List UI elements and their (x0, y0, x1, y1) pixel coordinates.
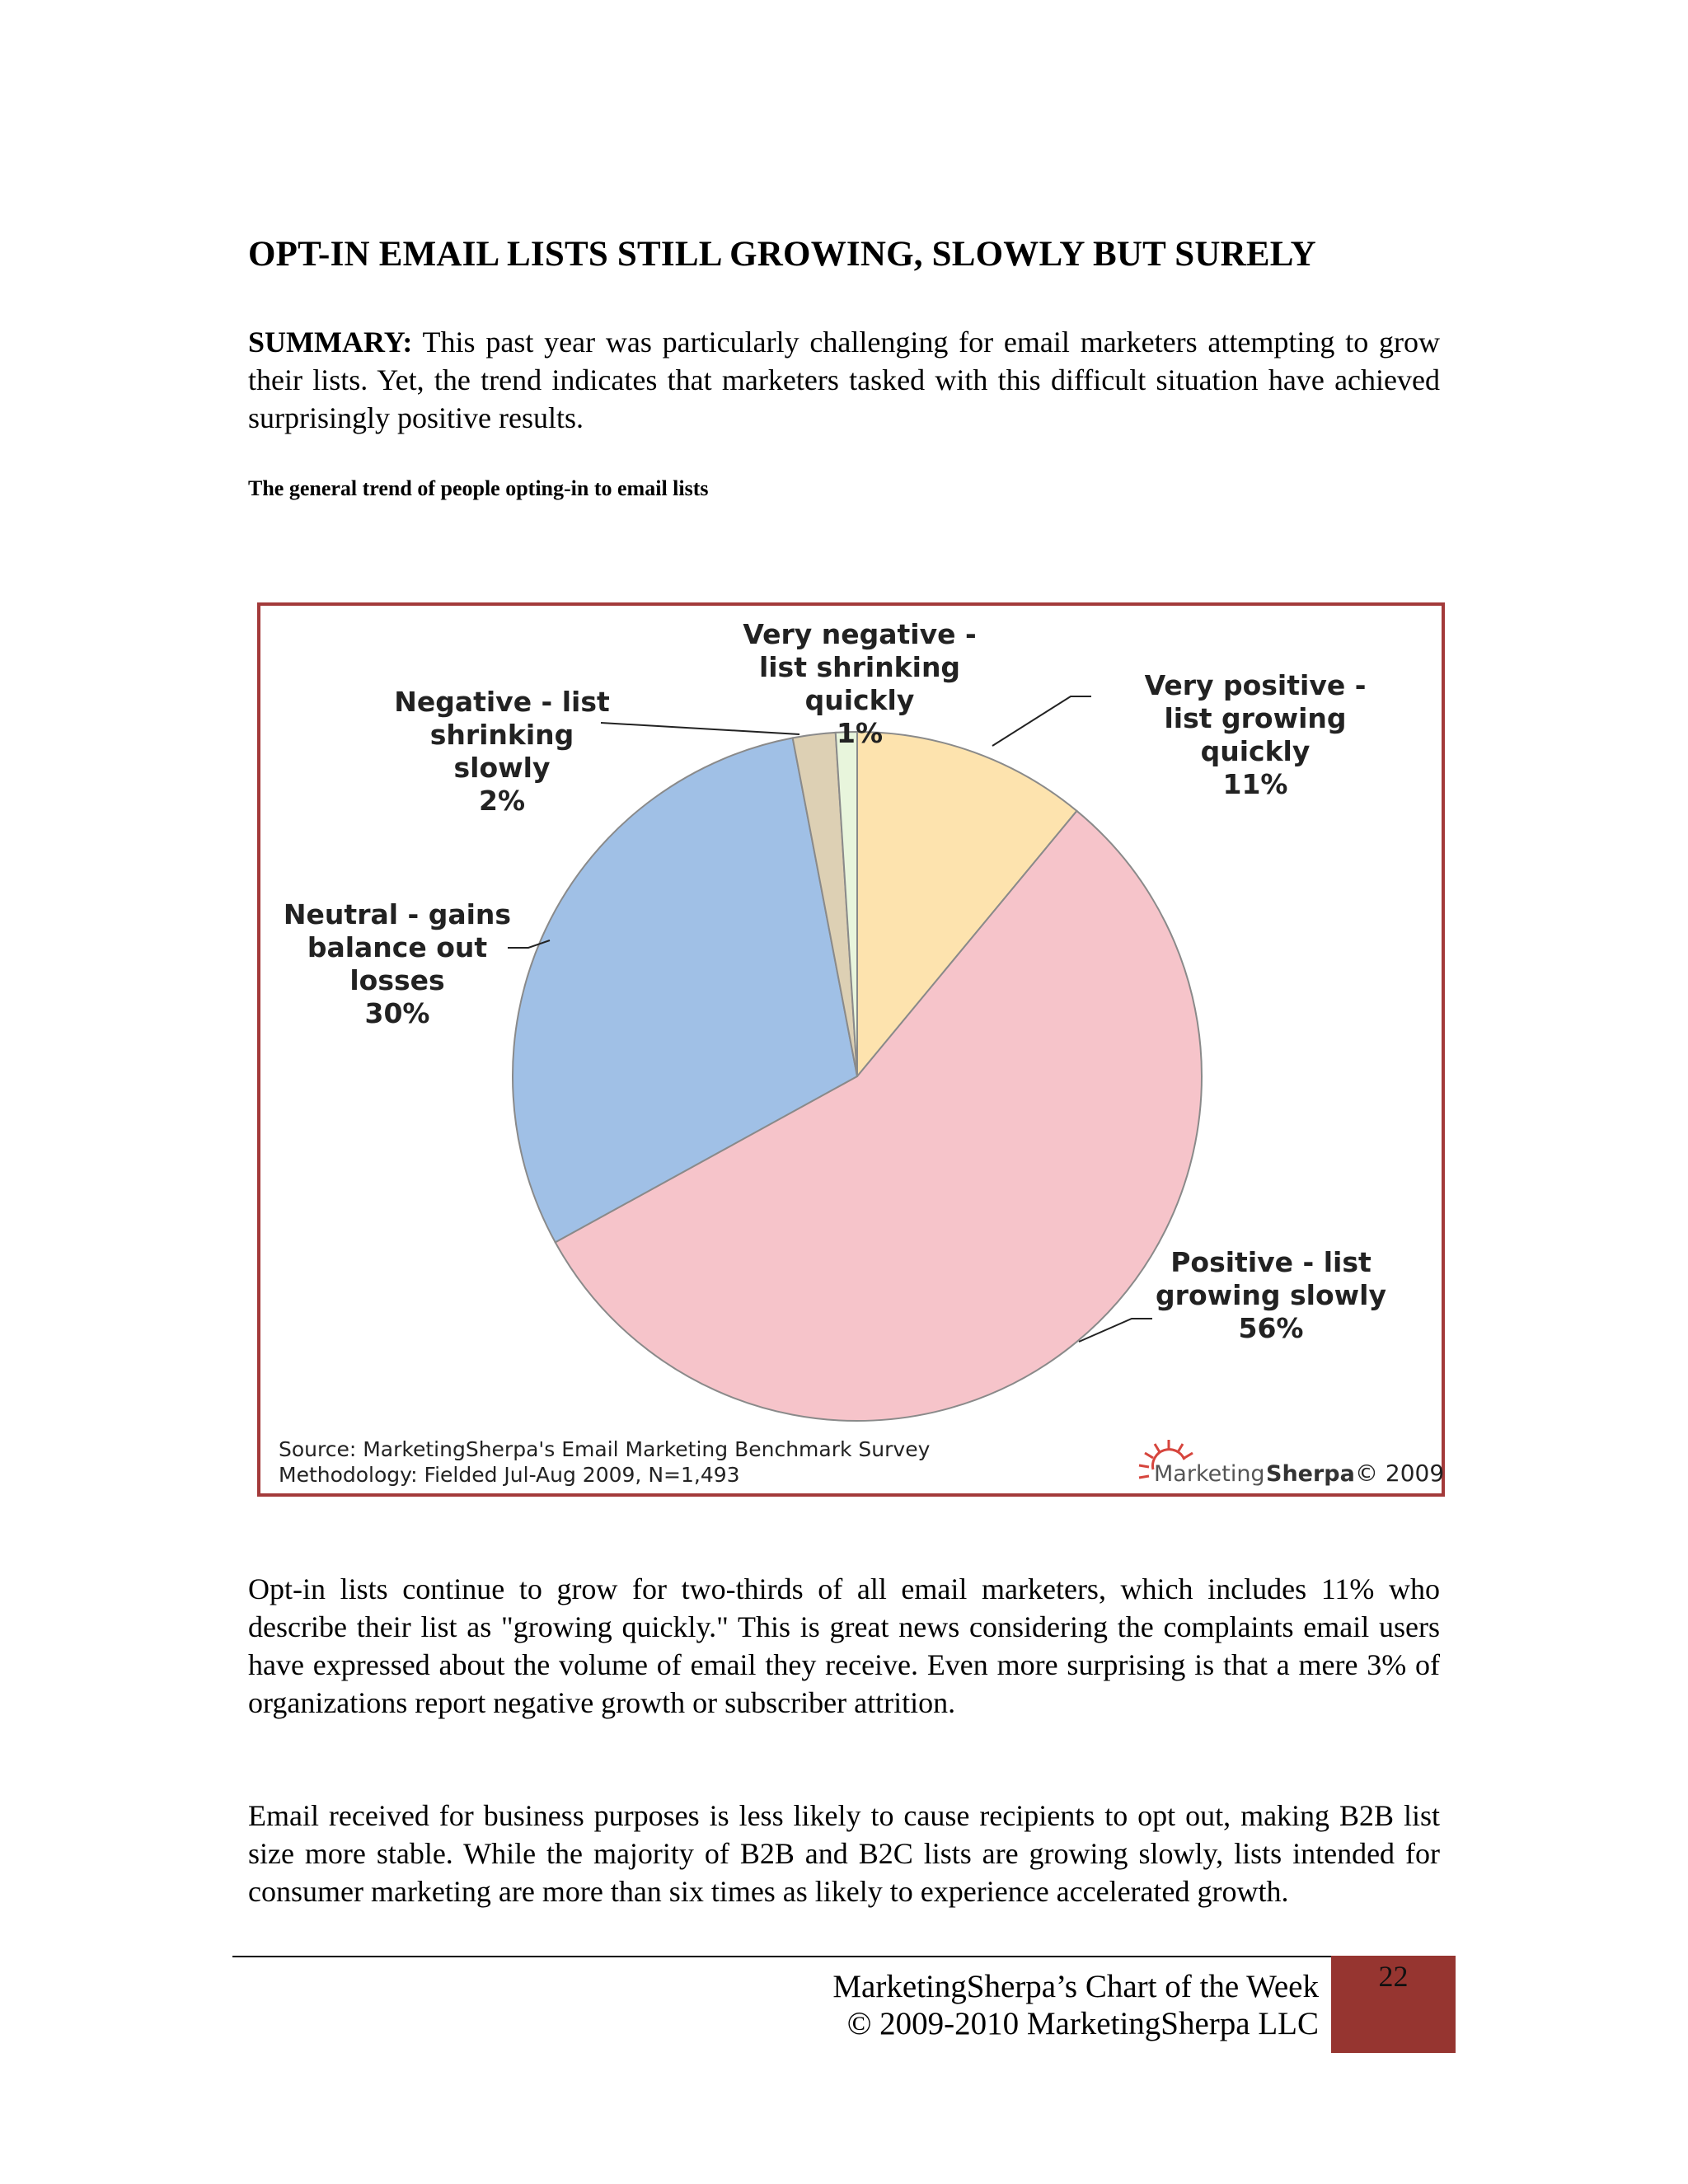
page-number: 22 (1378, 1960, 1409, 1993)
footer-rule (232, 1956, 1331, 1957)
leader-line-0 (992, 696, 1091, 746)
slice-label-0-line-2: quickly (1200, 735, 1311, 767)
slice-label-2-line-0: Neutral - gains (283, 898, 512, 930)
pie-slices (513, 732, 1202, 1421)
page-heading: OPT-IN EMAIL LISTS STILL GROWING, SLOWLY BUT SURELY (248, 235, 1316, 274)
slice-label-2-line-1: balance out (307, 931, 488, 963)
brand-name-bold: Sherpa (1266, 1461, 1355, 1487)
chart-caption: The general trend of people opting-in to email lists (248, 476, 709, 500)
chart-methodology-line: Methodology: Fielded Jul-Aug 2009, N=1,493 (279, 1463, 740, 1487)
slice-label-2-line-3: 30% (364, 997, 430, 1029)
summary-text: This past year was particularly challenging for email marketers attempting to grow their lists. Yet, the trend indicates that marketers tasked with this difficult situation have achieved surprisingly positive results. (248, 326, 1440, 434)
slice-label-3-line-2: slowly (453, 752, 551, 784)
slice-label-1-line-2: 56% (1238, 1312, 1304, 1344)
brand-copyright: © 2009 (1355, 1460, 1445, 1487)
footer-chart-of-week: MarketingSherpa’s Chart of the Week (832, 1969, 1319, 2004)
slice-label-4-line-2: quickly (804, 684, 915, 716)
page-number-box (1331, 1956, 1456, 2053)
slice-label-3-line-3: 2% (478, 785, 526, 817)
body-paragraph-1: Opt-in lists continue to grow for two-thirds of all email marketers, which includes 11% who describe their list as "growing quickly." This is great news considering the complaints email users have expressed about the volume of email they receive. Even more surprising is that a mere 3% of organizations report negative growth or subscriber attrition. (248, 1572, 1440, 1719)
slice-label-4-line-0: Very negative - (743, 618, 977, 650)
slice-label-4-line-1: list shrinking (758, 651, 961, 683)
pie-chart (260, 606, 1448, 1500)
slice-label-4-line-3: 1% (836, 717, 884, 749)
pie-chart-frame (257, 602, 1445, 1497)
leader-line-3 (601, 723, 799, 734)
brand-name-light: Marketing (1154, 1461, 1265, 1487)
slice-label-1-line-0: Positive - list (1170, 1246, 1372, 1278)
marketingsherpa-logo (1139, 1440, 1444, 1487)
chart-source-line: Source: MarketingSherpa's Email Marketing Benchmark Survey (279, 1437, 931, 1461)
slice-label-0-line-0: Very positive - (1144, 669, 1367, 701)
summary-label: SUMMARY: (248, 326, 413, 359)
body-paragraph-2: Email received for business purposes is less likely to cause recipients to opt out, making B2B list size more stable. While the majority of B2B and B2C lists are growing slowly, lists intended for consumer marketing are more than six times as likely to experience accelerated growth. (248, 1799, 1440, 1908)
slice-label-3-line-1: shrinking (429, 719, 574, 751)
summary-paragraph (248, 323, 1440, 437)
slice-label-3-line-0: Negative - list (394, 686, 610, 718)
slice-label-0-line-3: 11% (1222, 768, 1288, 800)
footer-copyright: © 2009-2010 MarketingSherpa LLC (846, 2006, 1319, 2041)
slice-label-1-line-1: growing slowly (1156, 1279, 1386, 1311)
slice-label-2-line-2: losses (349, 964, 445, 996)
slice-label-0-line-1: list growing (1164, 702, 1347, 734)
